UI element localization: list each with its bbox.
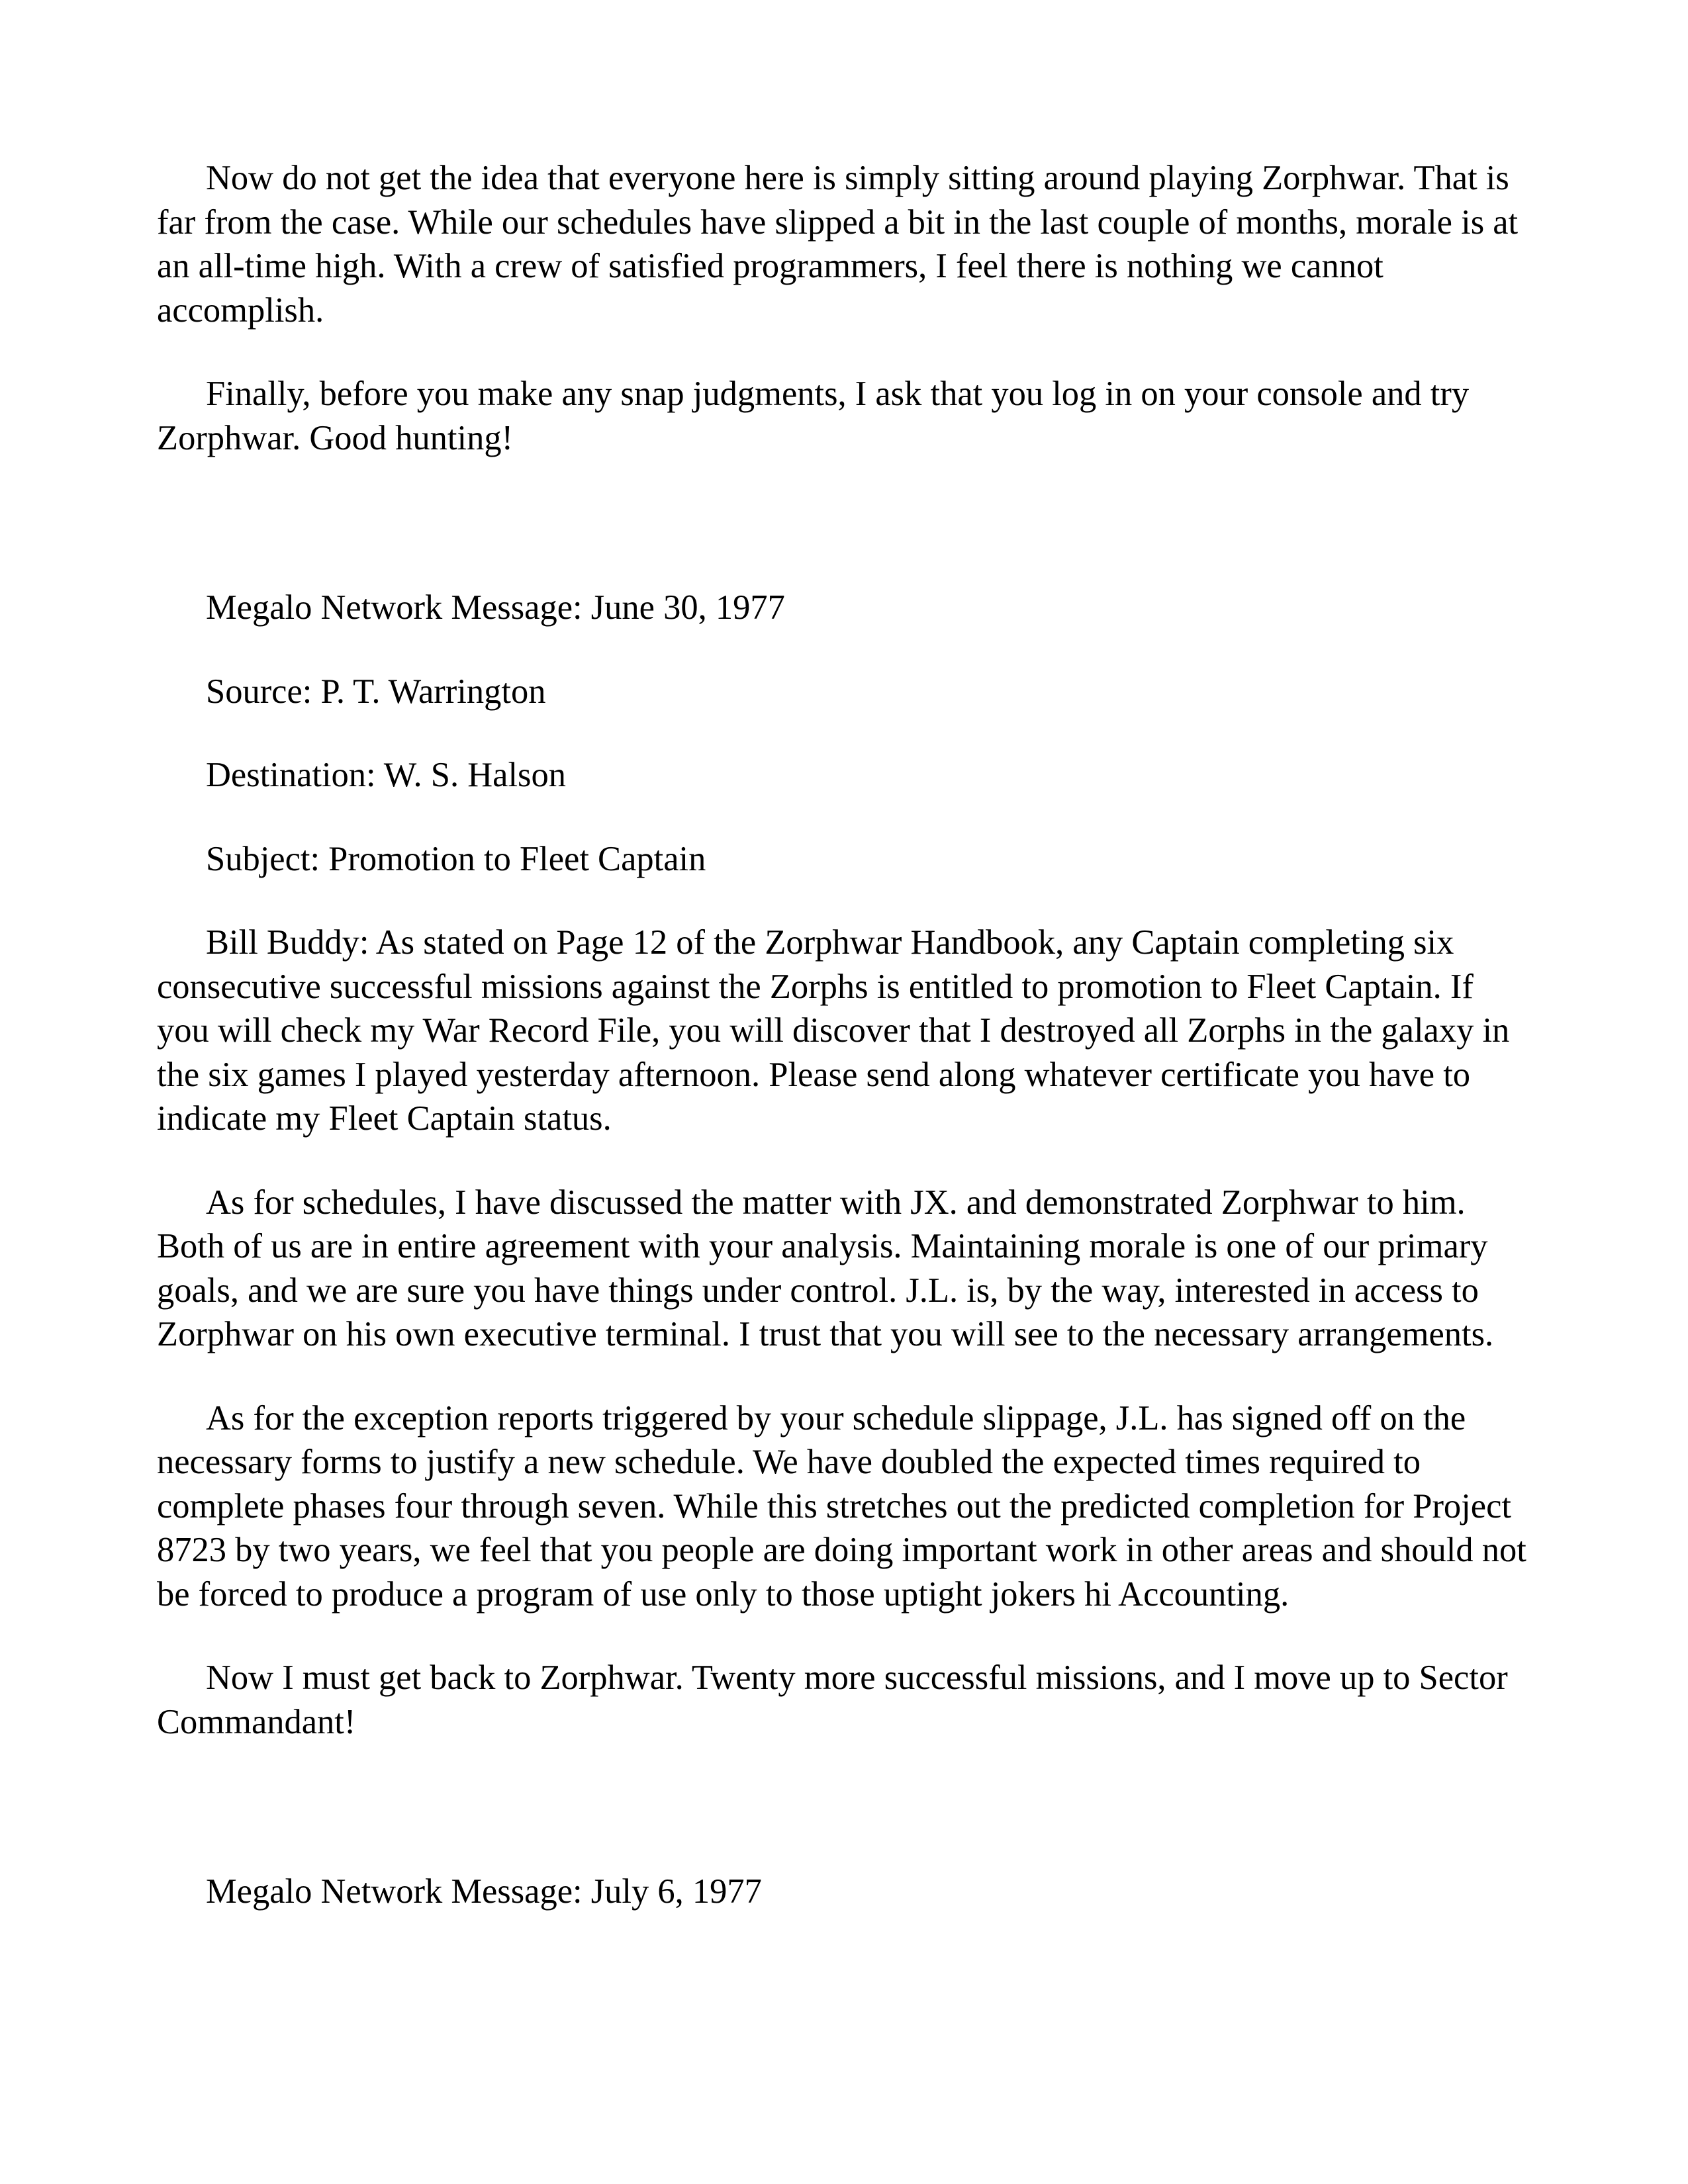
- document-page: [157, 156, 1534, 1914]
- paragraph-try-zorphwar: Finally, before you make any snap judgments, I ask that you log in on your console and try Zorphwar. Good hunting!: [157, 375, 1470, 457]
- message-destination: Destination: W. S. Halson: [206, 756, 566, 794]
- message-subject: Subject: Promotion to Fleet Captain: [206, 839, 706, 878]
- message-source: Source: P. T. Warrington: [206, 672, 546, 711]
- message-body-paragraph: As for schedules, I have discussed the matter with JX. and demonstrated Zorphwar to him. Both of us are in entire agreement with your analysis. Maintaining morale is one of our primary goals, and we are sure you have things under control. J.L. is, by the way, interested in access to Zorphwar on his own executive terminal. I trust that you will see to the necessary arrangements.: [157, 1183, 1494, 1353]
- message-header: Megalo Network Message: June 30, 1977: [206, 588, 785, 627]
- message-body-paragraph: Now I must get back to Zorphwar. Twenty more successful missions, and I move up to Sector Commandant!: [157, 1659, 1508, 1741]
- message-body-paragraph: As for the exception reports triggered by your schedule slippage, J.L. has signed off on the necessary forms to justify a new schedule. We have doubled the expected times required to complete phases four through seven. While this stretches out the predicted completion for Project 8723 by two years, we feel that you people are doing important work in other areas and should not be forced to produce a program of use only to those uptight jokers hi Accounting.: [157, 1398, 1526, 1614]
- message-body-paragraph: Bill Buddy: As stated on Page 12 of the Zorphwar Handbook, any Captain completing six consecutive successful missions against the Zorphs is entitled to promotion to Fleet Captain. If you will check my War Record File, you will discover that I destroyed all Zorphs in the galaxy in the six games I played yesterday afternoon. Please send along whatever certificate you have to indicate my Fleet Captain status.: [157, 923, 1510, 1138]
- message-header: Megalo Network Message: July 6, 1977: [206, 1872, 762, 1911]
- paragraph-morale: Now do not get the idea that everyone here is simply sitting around playing Zorphwar. That is far from the case. While our schedules have slipped a bit in the last couple of months, morale is at an all-time high. With a crew of satisfied programmers, I feel there is nothing we cannot accomplish.: [157, 159, 1519, 330]
